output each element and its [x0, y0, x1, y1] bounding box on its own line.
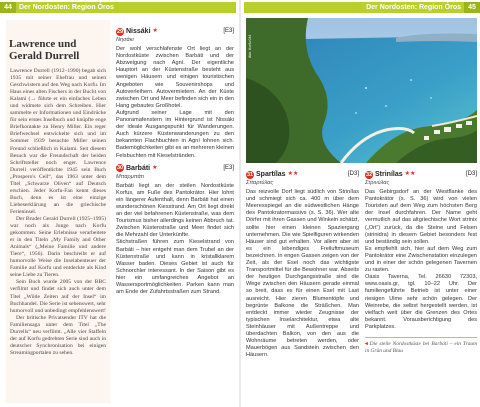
entry-greek-name: Σπαρτύλας	[246, 180, 274, 186]
entry-name: Barbáti	[126, 164, 151, 172]
sidebar-paragraph: Der Bruder Gerald Durrell (1925–1995) war noch als Junge nach Korfu gekommen. Seine Erlebnisse verarbeitete er in den Titeln „My Family and Other Animals“ („Meine Familie und andere Tiere“, 1956). Darin beschreibt er auf humorvolle Weise die Inselabenteuer der Familie auf Korfu und entdeckte als Kind seine Liebe zu Tieren.	[10, 215, 106, 279]
sidebar-paragraph: Sein Buch wurde 2005 von der BBC verfilmt und findet sich auch unter dem Titel „Wilde Zeiten auf der Insel“ im Buchhandel. Die Serie ist sehenswert, sehr humorvoll und unbedingt empfehlenswert!	[10, 279, 106, 314]
sidebar-paragraph: Der britische Privatsender ITV hat die Familiensaga unter dem Titel „The Durrells“ neu verfilmt. „Alle vier Staffeln der auf Korfu gedrehten Serie sind auch in deutscher Synchronisation bei einigen Streamingportalen zu sehen.	[10, 314, 106, 356]
entry-number-badge: 31	[246, 171, 254, 178]
right-page-title: Der Nordosten: Region Óros	[366, 4, 461, 11]
map-grid-reference: [E3]	[223, 27, 234, 34]
left-page-number: 44	[0, 2, 16, 13]
caption-pointer-icon: ◂	[365, 340, 370, 347]
right-page-header	[244, 2, 480, 13]
photo-caption-text: Die steile Nordostküste bei Barbáti – ein Traum in Grün und Blau	[365, 340, 477, 354]
entry-header-barbati	[116, 164, 234, 173]
left-page-header	[0, 2, 236, 13]
entry-paragraph: Das reizvolle Dorf liegt südlich von Strinílas und schmiegt sich ca. 400 m über dem Meeresspiegel an die südwestlichen Hänge des Pantokratormassivs (s. S. 36). Wer alte Dörfer mit ihren Gassen und Winkeln schätzt, sollte hier einen kleinen Spaziergang unternehmen. Die wie Spielfiguren wirkenden Häuser sind gut erhalten. Vor allem aber ist es ein lebendiges Freiluftmuseum bezeichnen. In engen Gassen zeigen von der Zeit, als der Esel noch das wichtigste Transportmittel für die Bewohner war. Abseits der heutigen Durchgangsstraße sind die Wege zwischen den Häusern gerade einmal so breit, dass es für einen Esel mit Last ausreicht. Hier zieren Blumentöpfe und begrünte Balkone die Sträßchen. Man entdeckt immer wieder Zeugnisse der typischen Inselarchitektur, etwa alte Steinhäuser mit Außentreppe und überdachten Balkon, von den aus die Wohnräume betreten werden, oder Mauerbögen aus Sandstein zwischen den Häusern.	[246, 189, 359, 359]
entry-name: Nissáki	[126, 27, 151, 35]
entry-number-badge: 30	[116, 165, 124, 172]
star-rating-icon: ★★	[287, 170, 299, 177]
star-rating-icon: ★	[152, 27, 158, 34]
star-rating-icon: ★★	[404, 170, 416, 177]
entry-paragraph: Barbáti liegt an der steilen Nordostküste Korfus, am Fuße des Pantokrátor. Hier lohnt ein längerer Aufenthalt, denn Barbáti hat einen wunderschönen Kiesstrand. Am Ort liegt direkt an der viel befahrenen Küstenstraße, was dem Tourismus bisher allerdings keinen Abbruch tat. Zwischen Küstenstraße und Meer findet sich die Mehrzahl der Unterkünfte.	[116, 182, 234, 239]
left-page-column	[116, 27, 234, 402]
photo-credit: Abb. Korfu 044	[248, 34, 252, 58]
entry-paragraph: Es empfiehlt sich, hier auf dem Weg zum Pantokrátor eine Zwischenstation einzulegen und in einer der schön gelegenen Tavernen zu rasten.	[365, 245, 477, 274]
map-grid-reference: [D3]	[347, 170, 359, 177]
book-gutter	[239, 0, 241, 407]
entry-number-badge: 29	[116, 28, 124, 35]
entry-paragraph: Oasis Taverna, Tel. 26630 72303, www.oasis.gr, tgl. 10–22 Uhr. Der familiengeführte Betrieb ist unter einer riesigen Ulme sehr schön gelegen. Der Weinrebe, die selbst hergestellt werden, ist vielfach weit über die Grenzen des Ortes bekannt. Vorausberichtigung des Parkplatzes.	[365, 274, 477, 330]
entry-name: Spartílas	[256, 170, 286, 178]
coast-photo	[246, 18, 477, 163]
right-page-column-1	[246, 170, 359, 402]
star-rating-icon: ★	[152, 164, 158, 171]
sidebar-paragraph: Lawrence Durrell (1912–1990) begab sich 1935 mit seiner Ehefrau und seinen Geschwistern auf den Weg nach Korfu. Im Haus eines alten Fischers in der Bucht von Kalami (→ führte er ein einfaches Leben und widmete sich dem Schreiben. Hier sammelte er Informationen und Eindrücke für sein erstes Inselbuch und knüpfte enge Briefkontakte zu Henry Miller. Ein reger Briefwechsel entwickelte sich und im Sommer 1939 besuchte Miller seinen Freund schließlich in Kalami. Seit diesem Besuch war die Freundschaft der beiden Schriftsteller noch enger. Lawrence Durrell veröffentlichte 1945 sein Buch „Prospero's Cell“, das 1963 unter dem Titel „Schwarze Oliven“ auf Deutsch erschien. Jeder Korfu-Fan kennt dieses Buch, denn es ist eine einzige Liebeserklärung an die griechische Ferieninsel.	[10, 68, 106, 215]
entry-paragraph: Aufgrund seiner Lage mit den Panoramafenstern im Hintergrund ist Nissáki der ideale Ausgangspunkt für Wanderungen. Auch kürzere Küstenwanderungen zu den bekannten Flachbuchten in Agní lohnen sich. Bademöglichkeiten gibt es an mehreren kleinen Felsbuchten mit Kieselstränden.	[116, 109, 234, 159]
right-page-number: 45	[464, 2, 480, 13]
entry-paragraph: Stichstraßen führen zum Kieselstrand von Barbáti – hier entgeht man dem Trubel an der Küstenstraße und kann in kristallklarem Wasser baden. Dieses Gebiet ist auch für Schnorchler interessant. In der Saison gibt es hier ein umfangreiches Angebot an Wassersportmöglichkeiten. Parken kann man am Ende der Zufahrtsstraßen zum Strand.	[116, 239, 234, 296]
durrell-sidebar	[6, 20, 110, 403]
entry-number-badge: 32	[365, 171, 373, 178]
photo-caption	[365, 337, 477, 355]
entry-greek-name: Νησάκι	[116, 37, 134, 43]
right-page-column-2	[365, 170, 477, 402]
entry-header-strinilas	[365, 170, 477, 179]
left-page-title: Der Nordosten: Region Óros	[19, 4, 114, 11]
sidebar-text	[10, 68, 106, 357]
entry-name: Strinílas	[375, 170, 403, 178]
entry-header-spartilas	[246, 170, 359, 179]
coast-photo-illustration	[246, 18, 477, 163]
map-grid-reference: [E3]	[223, 164, 234, 171]
entry-header-nissaki	[116, 27, 234, 36]
entry-greek-name: Στρινύλας	[365, 180, 390, 186]
sidebar-title: Lawrence und Gerald Durrell	[9, 38, 80, 62]
entry-greek-name: Μπαρμπάτι	[116, 173, 144, 180]
map-grid-reference: [D3]	[465, 170, 477, 177]
entry-paragraph: Der wohl verschlafenste Ort liegt an der Nordostküste zwischen Barbáti und der Abzweigung nach Agní. Der eigentliche Hauptort an der Küstenstraße besteht aus wenigen Häusern und einigen touristischen Angeboten wie Souvenirshops und Autoverleihern. Autovermietern. An der Küste zwischen Ort und Meer befinden sich ein in den Hang gebautes Großhotel.	[116, 46, 234, 109]
entry-paragraph: Das Gebirgsdorf an der Westflanke des Pantokrátor (s. S. 36) wird von vielen Touristen auf dem Weg zum höchsten Berg der Insel durchfahren. Der Name geht vermutlich auf das altgriechische Wort strinix („Ort“) zurück, da die Steine und Felsen (strinidra) in diesem Gebiet besonders fest und beständig sein sollen.	[365, 189, 477, 245]
